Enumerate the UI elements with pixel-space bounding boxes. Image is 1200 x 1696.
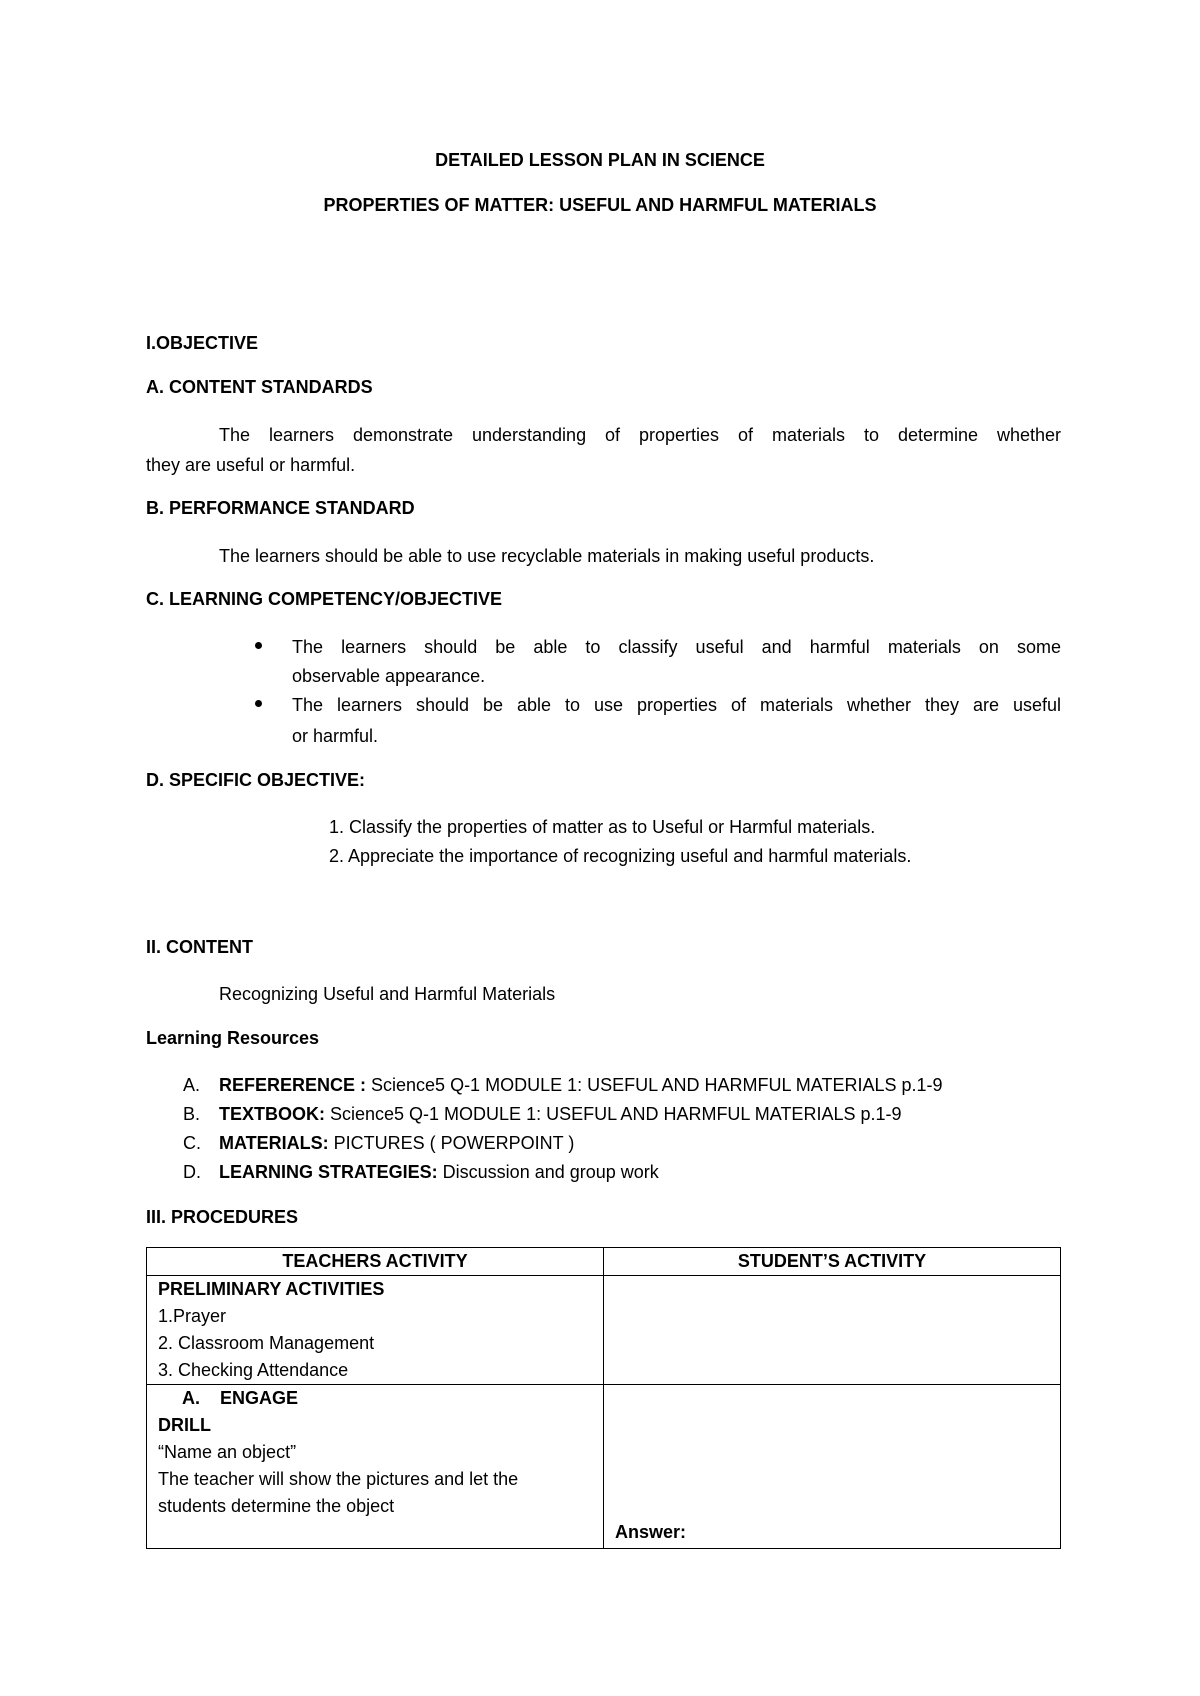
resource-label: MATERIALS: — [219, 1133, 329, 1153]
resource-value: Discussion and group work — [437, 1162, 659, 1182]
content-standards-line1: The learners demonstrate understanding of properties of materials to determine whether — [219, 425, 1061, 445]
preliminary-heading: PRELIMINARY ACTIVITIES — [158, 1279, 385, 1299]
resource-label: LEARNING STRATEGIES: — [219, 1162, 438, 1182]
content-text: Recognizing Useful and Harmful Materials — [219, 984, 556, 1004]
bullet-icon — [255, 700, 262, 707]
resource-letter: C. — [183, 1133, 201, 1153]
competency-bullet-1-line1: The learners should be able to classify useful and harmful materials on some — [292, 637, 1061, 657]
table-header-row — [147, 1248, 1061, 1276]
resource-letter: A. — [183, 1075, 201, 1095]
bullet-icon — [255, 642, 262, 649]
competency-bullet-2-line1: The learners should be able to use properties of materials whether they are useful — [292, 695, 1061, 715]
drill-instructions-line2: students determine the object — [158, 1496, 395, 1516]
competency-bullet-1-line2: observable appearance. — [292, 666, 486, 686]
drill-heading: DRILL — [158, 1415, 211, 1435]
drill-title: “Name an object” — [158, 1442, 297, 1462]
procedures-heading: III. PROCEDURES — [146, 1207, 299, 1227]
content-standards-line2: they are useful or harmful. — [146, 455, 356, 475]
engage-cell — [147, 1385, 604, 1549]
column-header-students: STUDENT’S ACTIVITY — [604, 1248, 1061, 1276]
resource-value: PICTURES ( POWERPOINT ) — [328, 1133, 575, 1153]
resource-label: TEXTBOOK: — [219, 1104, 325, 1124]
resource-item-b — [183, 1105, 902, 1123]
answer-label: Answer: — [615, 1522, 687, 1542]
content-standards-heading: A. CONTENT STANDARDS — [146, 377, 373, 397]
resource-value: Science5 Q-1 MODULE 1: USEFUL AND HARMFUL MATERIALS p.1-9 — [366, 1075, 943, 1095]
resource-value: Science5 Q-1 MODULE 1: USEFUL AND HARMFUL MATERIALS p.1-9 — [325, 1104, 902, 1124]
resource-letter: B. — [183, 1104, 201, 1124]
preliminary-item: 1.Prayer — [158, 1306, 227, 1326]
specific-objective-item-1: 1. Classify the properties of matter as to Useful or Harmful materials. — [329, 817, 876, 837]
objective-heading: I.OBJECTIVE — [146, 333, 259, 353]
preliminary-item: 3. Checking Attendance — [158, 1360, 349, 1380]
resource-letter: D. — [183, 1162, 201, 1182]
specific-objective-heading: D. SPECIFIC OBJECTIVE: — [146, 770, 366, 790]
drill-instructions-line1: The teacher will show the pictures and let the — [158, 1469, 519, 1489]
performance-standard-text: The learners should be able to use recyclable materials in making useful products. — [219, 546, 875, 566]
preliminary-student-cell — [604, 1276, 1061, 1385]
resource-item-d — [183, 1163, 659, 1181]
engage-student-cell — [604, 1385, 1061, 1549]
table-row — [147, 1276, 1061, 1385]
learning-resources-heading: Learning Resources — [146, 1028, 320, 1048]
content-heading: II. CONTENT — [146, 937, 253, 957]
procedures-table — [146, 1247, 1061, 1549]
preliminary-item: 2. Classroom Management — [158, 1333, 375, 1353]
document-title: DETAILED LESSON PLAN IN SCIENCE — [435, 150, 765, 170]
table-row — [147, 1385, 1061, 1549]
resource-label: REFERERENCE : — [219, 1075, 367, 1095]
engage-heading: A. ENGAGE — [182, 1388, 299, 1408]
resource-item-a — [183, 1076, 943, 1094]
specific-objective-item-2: 2. Appreciate the importance of recognizing useful and harmful materials. — [329, 846, 912, 866]
competency-bullet-2-line2: or harmful. — [292, 726, 379, 746]
preliminary-cell — [147, 1276, 604, 1385]
resource-item-c — [183, 1134, 574, 1152]
document-subtitle: PROPERTIES OF MATTER: USEFUL AND HARMFUL MATERIALS — [323, 195, 877, 215]
performance-standard-heading: B. PERFORMANCE STANDARD — [146, 498, 415, 518]
column-header-teachers: TEACHERS ACTIVITY — [147, 1248, 604, 1276]
learning-competency-heading: C. LEARNING COMPETENCY/OBJECTIVE — [146, 589, 503, 609]
